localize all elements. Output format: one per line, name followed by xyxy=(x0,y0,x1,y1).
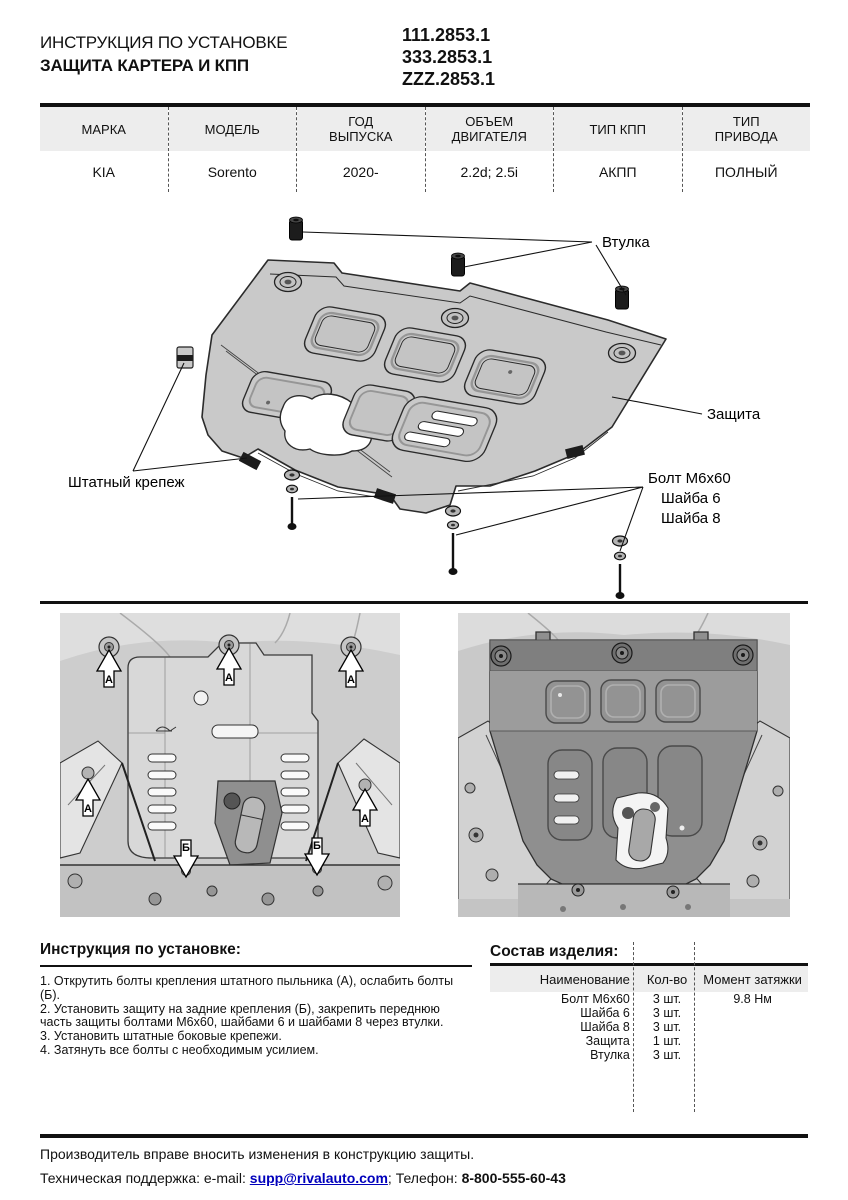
footer-rule xyxy=(40,1134,808,1138)
installation-instructions xyxy=(40,941,472,1058)
parts-row: Шайба 6 3 шт. xyxy=(580,1006,682,1020)
spec-col-gearbox xyxy=(554,107,683,192)
spec-value: 2020- xyxy=(342,163,379,180)
footer-disclaimer: Производитель вправе вносить изменения в конструкцию защиты. xyxy=(40,1146,475,1162)
spec-header: ГОД ВЫПУСКА xyxy=(297,107,425,151)
spec-col-model xyxy=(169,107,298,192)
spec-header: МОДЕЛЬ xyxy=(169,107,297,151)
label-bushing: Втулка xyxy=(602,234,650,251)
parts-col-torque: Момент затяжки xyxy=(697,965,808,993)
instruction-step: 1. Открутить болты крепления штатного пыльника (А), ослабить болты (Б). xyxy=(40,974,454,1002)
part-number: 111.2853.1 xyxy=(402,25,491,45)
svg-text:А: А xyxy=(84,803,92,815)
spec-col-drive xyxy=(683,107,811,192)
part-number: 333.2853.1 xyxy=(402,47,493,67)
plate-bolt-head xyxy=(442,309,469,328)
spec-value: Sorento xyxy=(207,163,257,180)
svg-text:А: А xyxy=(105,674,113,686)
side-bolt xyxy=(82,767,94,779)
parts-row: Защита 1 шт. xyxy=(585,1034,682,1048)
label-washer8: Шайба 8 xyxy=(661,510,721,527)
parts-row: Втулка 3 шт. xyxy=(590,1048,682,1062)
part-numbers xyxy=(402,24,495,90)
installed-skid-plate xyxy=(490,632,757,884)
label-washer6: Шайба 6 xyxy=(661,490,721,507)
spec-col-brand xyxy=(40,107,169,192)
svg-text:А: А xyxy=(347,674,355,686)
svg-text:А: А xyxy=(225,672,233,684)
label-factory-fastener: Штатный крепеж xyxy=(68,474,185,491)
support-email-link[interactable]: supp@rivalauto.com xyxy=(249,1170,388,1186)
photo-underbody-after-install xyxy=(458,613,790,917)
spec-value: ПОЛНЫЙ xyxy=(714,163,778,180)
spec-value: KIA xyxy=(92,163,116,180)
shield-hole xyxy=(194,691,208,705)
support-separator: ; Телефон: xyxy=(387,1170,462,1186)
doc-title-line1: ИНСТРУКЦИЯ ПО УСТАНОВКЕ xyxy=(40,33,288,52)
part-number: ZZZ.2853.1 xyxy=(402,69,496,89)
spec-header: ТИП ПРИВОДА xyxy=(683,107,811,151)
instruction-step: 4. Затянуть все болты с необходимым усилием. xyxy=(40,1042,319,1057)
spec-col-engine xyxy=(426,107,555,192)
parts-table-divider xyxy=(633,942,634,1112)
plate-bolt-head xyxy=(275,273,302,292)
parts-list-heading: Состав изделия: xyxy=(490,943,619,960)
label-bolt: Болт М6х60 xyxy=(648,470,731,487)
support-phone: 8-800-555-60-43 xyxy=(461,1170,566,1186)
parts-row: Шайба 8 3 шт. xyxy=(580,1020,682,1034)
footer-support-line xyxy=(40,1170,566,1186)
parts-col-qty: Кол-во xyxy=(637,965,697,993)
parts-col-name: Наименование xyxy=(490,965,637,993)
exploded-view-diagram xyxy=(0,195,848,605)
engine-mount xyxy=(613,793,668,869)
svg-text:Б: Б xyxy=(182,842,190,854)
crossmember xyxy=(60,865,400,917)
shield-slot xyxy=(212,725,258,738)
plate-emboss-square xyxy=(546,680,700,723)
svg-text:А: А xyxy=(361,813,369,825)
plate-hole xyxy=(680,826,685,831)
parts-list-table xyxy=(490,963,808,1062)
doc-title-line2: ЗАЩИТА КАРТЕРА И КПП xyxy=(40,56,249,75)
instruction-step: 2. Установить защиту на задние крепления (Б), закрепить переднюю часть защиты болтами М6х60, шайбами 6 и шайбами 8 через втулки. xyxy=(40,1001,444,1030)
spec-header: ОБЪЕМ ДВИГАТЕЛЯ xyxy=(426,107,554,151)
spec-value: АКПП xyxy=(598,163,637,180)
instruction-step: 3. Установить штатные боковые крепежи. xyxy=(40,1029,282,1044)
plate-bolt-head xyxy=(609,344,636,363)
spec-col-year xyxy=(297,107,426,192)
section-divider-rule xyxy=(40,601,808,604)
skid-plate-drawing xyxy=(177,260,666,513)
spec-header: ТИП КПП xyxy=(554,107,682,151)
instructions-heading: Инструкция по установке: xyxy=(40,941,472,967)
vehicle-spec-table xyxy=(40,107,810,192)
parts-table-divider xyxy=(694,942,695,1112)
photo-underbody-before-install xyxy=(60,613,400,917)
spec-value: 2.2d; 2.5i xyxy=(460,163,519,180)
spec-header: МАРКА xyxy=(40,107,168,151)
parts-row: Болт М6х60 3 шт. 9.8 Нм xyxy=(560,992,772,1006)
label-plate: Защита xyxy=(707,406,761,423)
engine-mount xyxy=(215,781,282,865)
svg-text:Б: Б xyxy=(313,840,321,852)
support-label: Техническая поддержка: e-mail: xyxy=(40,1170,250,1186)
